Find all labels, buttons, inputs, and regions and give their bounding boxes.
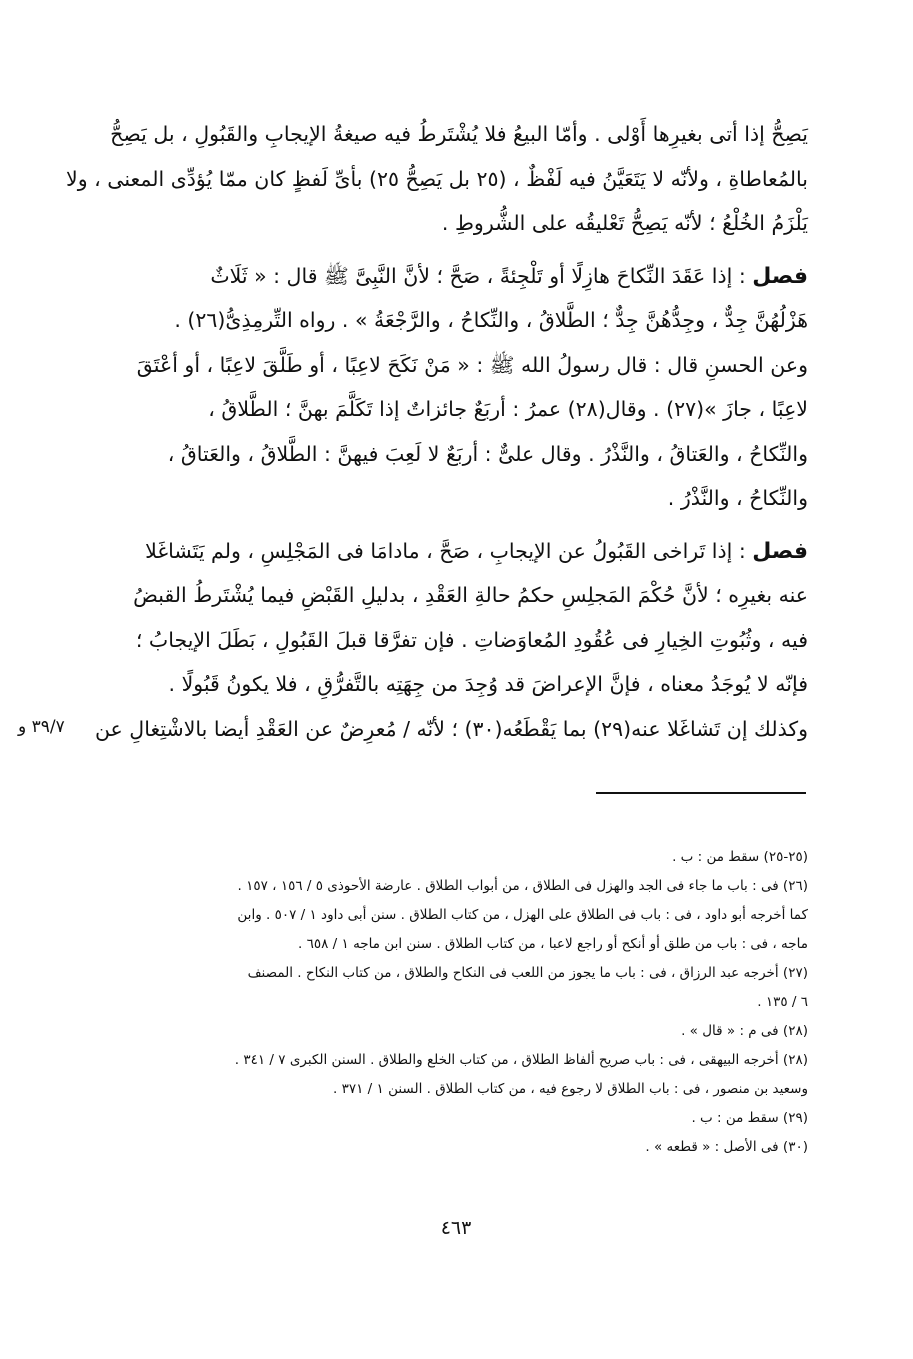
footnote-separator [596,792,806,794]
text-line: عنه بغيرِه ؛ لأنَّ حُكْمَ المَجلِسِ حكمُ حالةِ العَقْدِ ، بدليلِ القَبْضِ فيما يُشْتَرطُ القبضُ [133,583,808,607]
text-line: لاعِبًا ، جازَ »(٢٧) . وقال(٢٨) عمرُ : أربَعٌ جائزاتٌ إذا تَكَلَّمَ بهنَّ ؛ الطَّلاقُ ، [208,397,808,421]
text-line: والنِّكاحُ ، والعَتاقُ ، والنَّذْرُ . وقال علىٌّ : أربَعٌ لا لَعِبَ فيهنَّ : الطَّلاقُ ، والعَتاقُ ، [167,441,808,466]
text-line: بالمُعاطاةِ ، ولأنّه لا يَتَعَيَّنُ فيه لَفْظٌ ، (٢٥ بل يَصِحُّ ٢٥) بأىِّ لَفظٍ كان ممّا يُؤدِّى المعنى ، ولا [66,166,808,191]
text-line: فإنّه لا يُوجَدُ معناه ، فإنَّ الإعراضَ قد وُجِدَ من جِهَتِه بالتَّفرُّقِ ، فلا يكونُ قَبُولًا . [168,672,808,696]
footnote-line: وسعيد بن منصور ، فى : باب الطلاق لا رجوع فيه ، من كتاب الطلاق . السنن ١ / ٣٧١ . [333,1081,808,1097]
main-text [66,112,808,751]
footnote-line: (٢٥-٢٥) سقط من : ب . [672,849,808,865]
text-line: فصل : إذا تَراخى القَبُولُ عن الإيجابِ ، صَحَّ ، مادامَا فى المَجْلِسِ ، ولم يَتَشاغَلا [145,538,808,564]
footnote-line: (٢٨) فى م : « قال » . [681,1023,808,1039]
text-line: فيه ، وثُبُوتِ الخِيارِ فى عُقُودِ المُعاوَضاتِ . فإن تفرَّقا قبلَ القَبُولِ ، بَطَلَ الإيجابُ ؛ [135,627,808,652]
text-line: فصل : إذا عَقَدَ النِّكاحَ هازِلًا أو تَلْجِئةً ، صَحَّ ؛ لأنَّ النَّبِىَّ ﷺ قال : « ثَلَاثٌ [210,263,808,289]
section-label: فصل [752,538,808,564]
text-line: يَصِحُّ إذا أتى بغيرِها أَوْلى . وأمّا البيعُ فلا يُشْتَرطُ فيه صيغةُ الإيجابِ والقَبُولِ ، بل يَصِحُّ [110,122,808,146]
footnote-line: كما أخرجه أبو داود ، فى : باب فى الطلاق على الهزل ، من كتاب الطلاق . سنن أبى داود ١ / ٥٠٧ . وابن [237,907,808,923]
text-line: يَلْزَمُ الخُلْعُ ؛ لأنّه يَصِحُّ تَعْليقُه على الشُّروطِ . [441,211,808,235]
footnotes [128,843,808,1162]
footnote-line: ٦ / ١٣٥ . [757,994,808,1010]
text-line: هَزْلُهُنَّ جِدٌّ ، وجِدُّهُنَّ جِدٌّ ؛ الطَّلاقُ ، والنِّكاحُ ، والرَّجْعَةُ » . رواه التِّرمِذِىُّ(٢٦) . [174,308,808,332]
text-line: وكذلك إن تَشاغَلا عنه(٢٩) بما يَقْطَعُه(٣٠) ؛ لأنّه / مُعرِضٌ عن العَقْدِ أيضا بالاشْتِغالِ عن [94,716,808,741]
text-line: وعن الحسنِ قال : قال رسولُ الله ﷺ : « مَنْ نَكَحَ لاعِبًا ، أو طَلَّقَ لاعِبًا ، أو أعْتَقَ [136,352,808,377]
footnote-line: (٢٩) سقط من : ب . [691,1110,808,1126]
footnote-line: (٢٧) أخرجه عبد الرزاق ، فى : باب ما يجوز من اللعب فى النكاح والطلاق ، من كتاب النكاح . المصنف [247,965,808,981]
section-label: فصل [752,263,808,289]
footnote-line: (٢٨) أخرجه البيهقى ، فى : باب صريح ألفاظ الطلاق ، من كتاب الخلع والطلاق . السنن الكبرى ٧ / ٣٤١ . [234,1052,808,1068]
footnote-line: (٢٦) فى : باب ما جاء فى الجد والهزل فى الطلاق ، من أبواب الطلاق . عارضة الأحوذى ٥ / ١٥٦ ، ١٥٧ . [237,878,808,894]
footnote-line: ماجه ، فى : باب من طلق أو أنكح أو راجع لاعبا ، من كتاب الطلاق . سنن ابن ماجه ١ / ٦٥٨ . [298,936,808,952]
text-line: والنِّكاحُ ، والنَّذْرُ . [667,486,808,510]
page-number: ٤٦٣ [440,1217,472,1239]
margin-folio-note: ٣٩/٧ و [18,717,65,737]
footnote-line: (٣٠) فى الأصل : « قطعه » . [645,1139,808,1155]
